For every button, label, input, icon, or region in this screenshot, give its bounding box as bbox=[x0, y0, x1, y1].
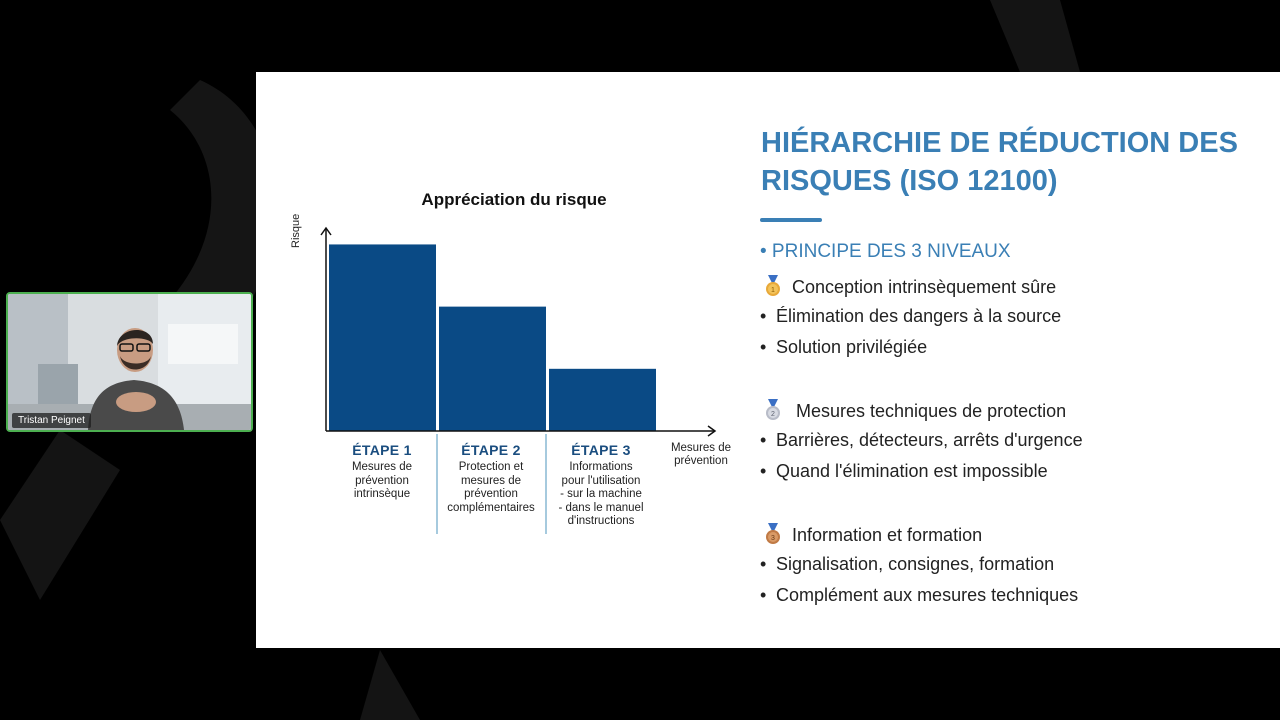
level-1-bullet-2: • Solution privilégiée bbox=[760, 337, 928, 357]
stage-2-line-2: mesures de bbox=[460, 474, 522, 487]
stage-3-line-3: - sur la machine bbox=[560, 488, 642, 500]
bar-1 bbox=[329, 244, 436, 431]
level-3-bullet-2: • Complément aux mesures techniques bbox=[760, 585, 1079, 605]
svg-text:2: 2 bbox=[771, 411, 775, 418]
stage-3 bbox=[547, 442, 655, 529]
stage-1 bbox=[328, 442, 436, 502]
presentation-slide bbox=[256, 72, 1280, 648]
bar-3 bbox=[549, 369, 656, 431]
level-1-bullet-1-text: Élimination des dangers à la source bbox=[776, 306, 1062, 326]
level-2-bullet-1-text: Barrières, détecteurs, arrêts d'urgence bbox=[776, 430, 1083, 450]
presenter-video-tile[interactable] bbox=[6, 292, 253, 432]
level-2-heading-text: Mesures techniques de protection bbox=[796, 401, 1067, 421]
stage-2-line-1: Protection et bbox=[458, 461, 524, 473]
chart-y-axis-label: Risque bbox=[290, 213, 302, 248]
level-1-heading bbox=[760, 275, 1056, 298]
svg-text:3: 3 bbox=[771, 535, 775, 542]
title-underline bbox=[760, 218, 822, 222]
level-2-heading bbox=[760, 399, 1066, 422]
stage-3-title: ÉTAPE 3 bbox=[571, 442, 631, 458]
presenter-name-tag: Tristan Peignet bbox=[12, 413, 91, 428]
level-2-bullet-2-text: Quand l'élimination est impossible bbox=[776, 461, 1048, 481]
level-1-bullet-2-text: Solution privilégiée bbox=[776, 337, 928, 357]
presenter-video-feed bbox=[8, 294, 251, 430]
stage-1-line-1: Mesures de bbox=[351, 461, 413, 473]
stage-3-description bbox=[547, 461, 655, 529]
level-2-bullet-1: • Barrières, détecteurs, arrêts d'urgence bbox=[760, 430, 1083, 450]
stage-2-line-4: complémentaires bbox=[447, 501, 535, 514]
level-1-bullet-1: • Élimination des dangers à la source bbox=[760, 306, 1062, 326]
level-1-heading-text: Conception intrinsèquement sûre bbox=[792, 277, 1057, 297]
level-3-heading bbox=[760, 523, 982, 546]
stage-1-description bbox=[328, 461, 436, 502]
stage-1-title: ÉTAPE 1 bbox=[352, 442, 412, 458]
bronze-medal-icon bbox=[762, 523, 784, 545]
chart-title: Appréciation du risque bbox=[421, 190, 607, 209]
stage-2-line-3: prévention bbox=[464, 488, 518, 500]
principle-heading: • PRINCIPE DES 3 NIVEAUX bbox=[760, 241, 1011, 262]
slide-title: HIÉRARCHIE DE RÉDUCTION DES RISQUES (ISO 12100) bbox=[761, 127, 1238, 197]
silver-medal-icon bbox=[762, 399, 784, 421]
level-3-bullet-1-text: Signalisation, consignes, formation bbox=[776, 554, 1055, 574]
level-2-bullet-2: • Quand l'élimination est impossible bbox=[760, 461, 1048, 481]
level-3-bullet-1: • Signalisation, consignes, formation bbox=[760, 554, 1055, 574]
stage-2 bbox=[437, 442, 545, 515]
svg-text:1: 1 bbox=[771, 287, 775, 294]
stage-2-description bbox=[437, 461, 545, 515]
stage-3-line-2: pour l'utilisation bbox=[561, 474, 641, 487]
chart-x-axis-label: Mesures de prévention bbox=[670, 442, 732, 467]
bar-2 bbox=[439, 307, 546, 431]
stage-3-line-4: - dans le manuel bbox=[558, 501, 644, 514]
stage-3-line-1: Informations bbox=[569, 461, 633, 473]
level-3-bullet-2-text: Complément aux mesures techniques bbox=[776, 585, 1079, 605]
stage-1-line-2: prévention bbox=[355, 474, 409, 487]
stage-2-title: ÉTAPE 2 bbox=[461, 442, 521, 458]
stage-3-line-5: d'instructions bbox=[567, 515, 635, 527]
level-3-heading-text: Information et formation bbox=[792, 525, 983, 545]
stage-1-line-3: intrinsèque bbox=[353, 488, 411, 500]
gold-medal-icon bbox=[762, 275, 784, 297]
